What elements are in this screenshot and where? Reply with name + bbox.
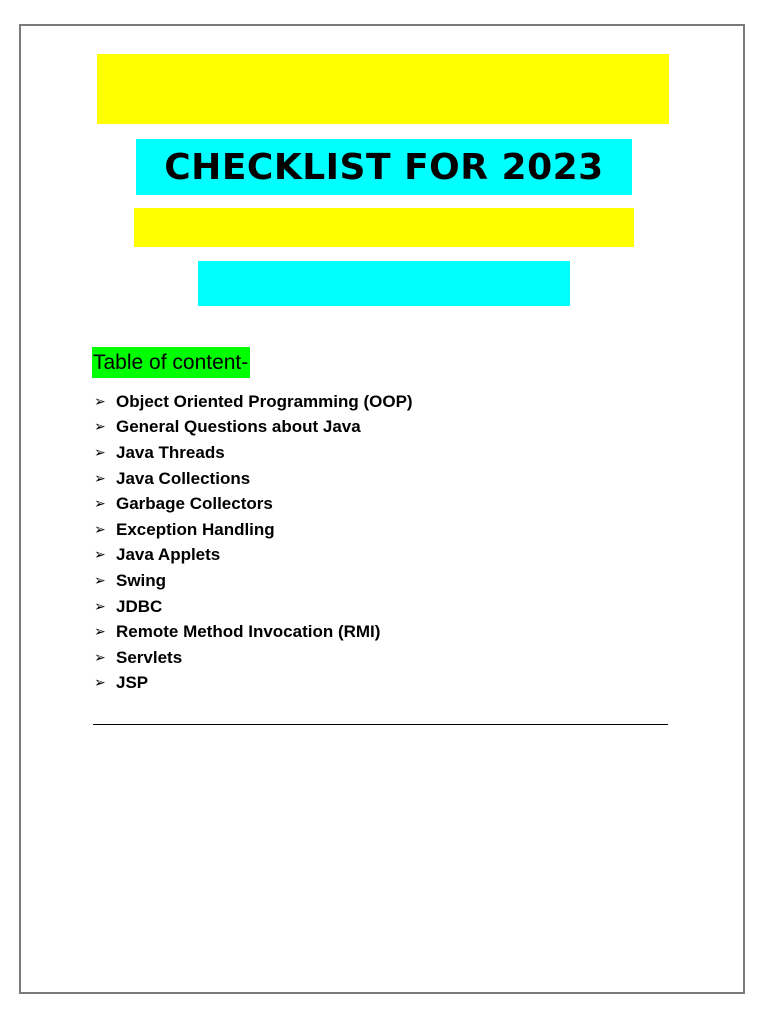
toc-item <box>94 517 413 543</box>
toc-item <box>94 543 413 569</box>
horizontal-divider <box>93 724 668 725</box>
toc-item-label: Garbage Collectors <box>116 494 273 514</box>
toc-item-label: Java Threads <box>116 442 225 462</box>
yellow-highlight-band-top <box>97 54 669 124</box>
toc-item <box>94 645 413 671</box>
toc-item <box>94 466 413 492</box>
arrow-bullet-icon: ➢ <box>94 496 106 513</box>
arrow-bullet-icon: ➢ <box>94 444 106 461</box>
toc-item <box>94 415 413 441</box>
toc-item-label: Object Oriented Programming (OOP) <box>116 391 413 411</box>
toc-item-label: Java Collections <box>116 468 251 488</box>
toc-item-label: Exception Handling <box>116 519 275 539</box>
arrow-bullet-icon: ➢ <box>94 675 106 692</box>
title-highlight <box>136 139 632 195</box>
cyan-highlight-band-lower <box>198 261 570 306</box>
toc-item <box>94 671 413 697</box>
toc-heading: Table of content- <box>92 347 250 378</box>
arrow-bullet-icon: ➢ <box>94 598 106 615</box>
toc-list <box>94 389 413 696</box>
toc-item-label: Servlets <box>116 647 183 667</box>
toc-item <box>94 594 413 620</box>
toc-item <box>94 389 413 415</box>
toc-item <box>94 568 413 594</box>
toc-item <box>94 440 413 466</box>
arrow-bullet-icon: ➢ <box>94 419 106 436</box>
arrow-bullet-icon: ➢ <box>94 393 106 410</box>
toc-item-label: JSP <box>116 673 149 693</box>
arrow-bullet-icon: ➢ <box>94 547 106 564</box>
arrow-bullet-icon: ➢ <box>94 521 106 538</box>
document-title: CHECKLIST FOR 2023 <box>164 147 604 188</box>
arrow-bullet-icon: ➢ <box>94 572 106 589</box>
toc-item <box>94 491 413 517</box>
toc-item-label: JDBC <box>116 596 163 616</box>
toc-item <box>94 619 413 645</box>
arrow-bullet-icon: ➢ <box>94 470 106 487</box>
toc-item-label: Swing <box>116 570 167 590</box>
toc-item-label: Java Applets <box>116 545 221 565</box>
toc-item-label: Remote Method Invocation (RMI) <box>116 622 381 642</box>
arrow-bullet-icon: ➢ <box>94 649 106 666</box>
yellow-highlight-band-middle <box>134 208 634 247</box>
arrow-bullet-icon: ➢ <box>94 624 106 641</box>
toc-item-label: General Questions about Java <box>116 417 361 437</box>
